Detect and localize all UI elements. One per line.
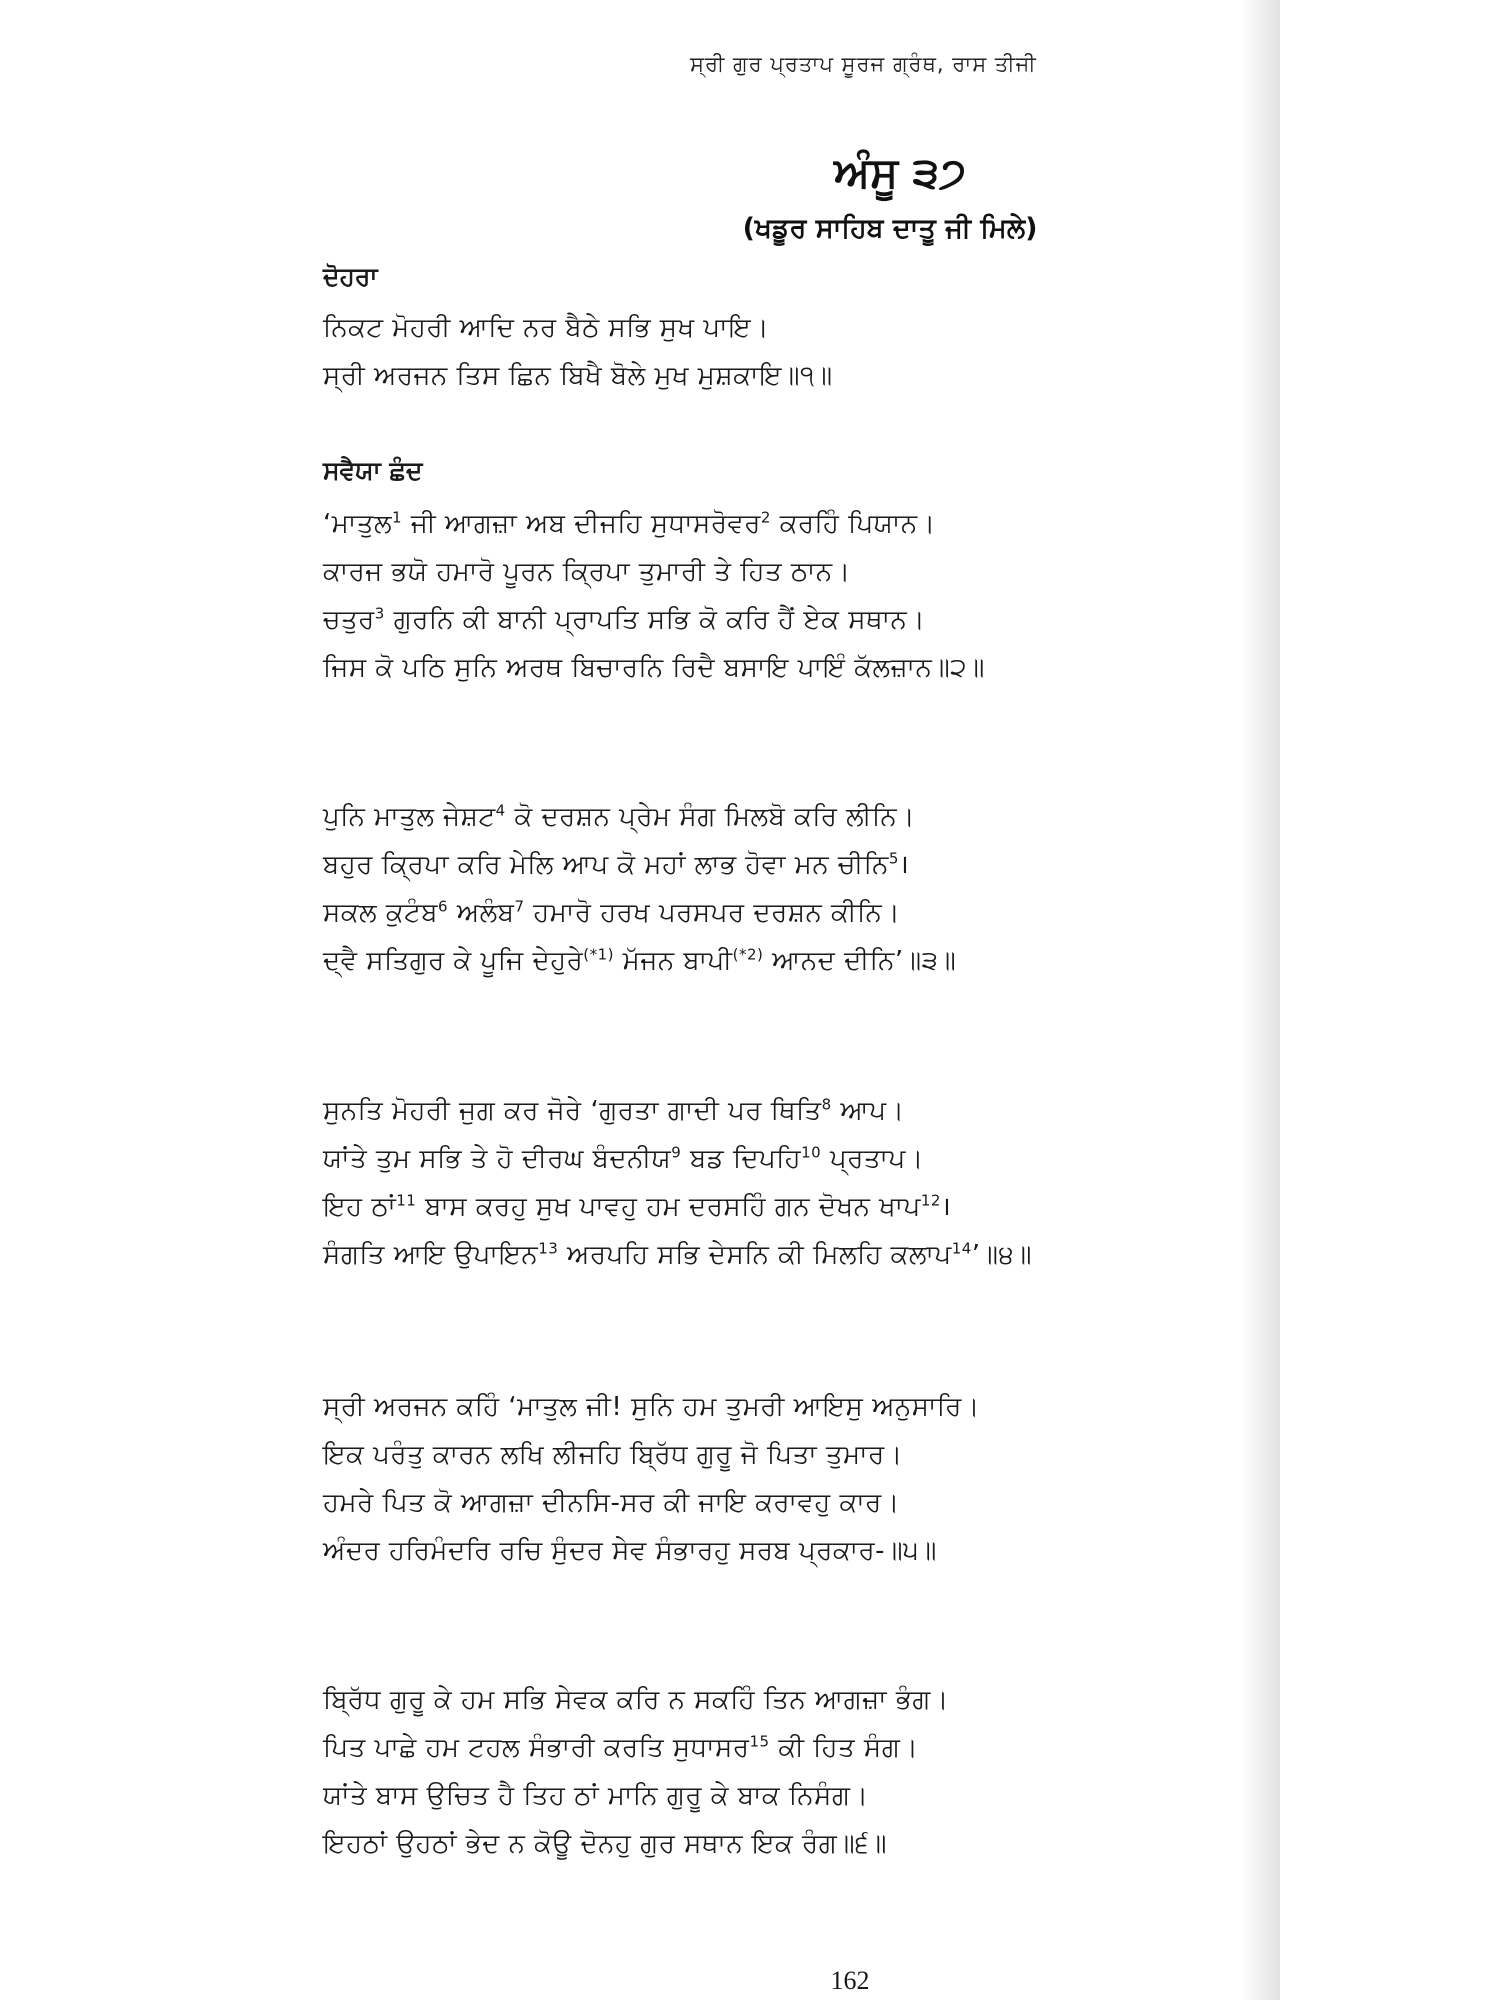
verse-text: ਹਮਰੇ ਪਿਤ ਕੋ ਆਗਜ਼ਾ ਦੀਨਸਿ-ਸਰ ਕੀ ਜਾਇ ਕਰਾਵਹੁ ਕਾਰ। xyxy=(323,1488,900,1518)
chapter-title: ਅੰਸੂ ੩੭ xyxy=(834,148,966,197)
verse-text: ਬਹੁਰ ਕ੍ਰਿਪਾ ਕਰਿ ਮੇਲਿ ਆਪ ਕੋ ਮਹਾਂ ਲਾਭ ਹੋਵਾ ਮਨ ਚੀਨਿ xyxy=(323,850,889,880)
footnote-marker: 11 xyxy=(396,1191,417,1210)
footnote-marker: 12 xyxy=(920,1191,941,1210)
verse-line xyxy=(323,1820,1253,1868)
verse-text: ਅਲੰਬ xyxy=(448,898,515,928)
verse-line xyxy=(323,793,1253,841)
stanza-2 xyxy=(323,793,1253,985)
verse-line xyxy=(323,1183,1253,1231)
verse-text: ਇਹ ਠਾਂ xyxy=(323,1192,397,1222)
page-number: 162 xyxy=(830,1966,870,1995)
verse-line xyxy=(323,1135,1253,1183)
stanza-3 xyxy=(323,1087,1253,1279)
footnote-marker: 8 xyxy=(821,1095,832,1114)
verse-text: ਕੋ ਦਰਸ਼ਨ ਪ੍ਰੇਮ ਸੰਗ ਮਿਲਬੋ ਕਰਿ ਲੀਨਿ। xyxy=(505,802,916,832)
verse-text: ਪ੍ਰਤਾਪ। xyxy=(821,1144,924,1174)
verse-text: ਜੀ ਆਗਜ਼ਾ ਅਬ ਦੀਜਹਿ ਸੁਧਾਸਰੋਵਰ xyxy=(402,509,761,539)
dohra-line: ਸ੍ਰੀ ਅਰਜਨ ਤਿਸ ਛਿਨ ਬਿਖੈ ਬੋਲੇ ਮੁਖ ਮੁਸ਼ਕਾਇ॥੧॥ xyxy=(323,361,833,391)
savaiya-heading-block xyxy=(323,456,1253,498)
running-header: ਸ੍ਰੀ ਗੁਰ ਪ੍ਰਤਾਪ ਸੂਰਜ ਗ੍ਰੰਥ, ਰਾਸ ਤੀਜੀ xyxy=(690,52,1037,76)
footnote-marker: 7 xyxy=(514,897,525,916)
verse-line xyxy=(323,1527,1253,1575)
footnote-marker: 6 xyxy=(438,897,449,916)
verse-text: ਸਕਲ ਕੁਟੰਬ xyxy=(323,898,439,928)
footnote-marker: 10 xyxy=(801,1143,822,1162)
verse-text: ਅੰਦਰ ਹਰਿਮੰਦਰਿ ਰਚਿ ਸੁੰਦਰ ਸੇਵ ਸੰਭਾਰਹੁ ਸਰਬ ਪ੍ਰਕਾਰ-॥੫॥ xyxy=(323,1536,937,1566)
verse-text: ਆਪ। xyxy=(831,1096,905,1126)
verse-text: ਯਾਂਤੇ ਤੁਮ ਸਭਿ ਤੇ ਹੋ ਦੀਰਘ ਬੰਦਨੀਯ xyxy=(323,1144,672,1174)
dohra-heading: ਦੋਹਰਾ xyxy=(323,262,378,291)
verse-text: ਆਨਦ ਦੀਨਿ’॥੩॥ xyxy=(763,946,957,976)
dohra-section xyxy=(323,262,1253,400)
verse-line xyxy=(323,548,1253,596)
verse-line xyxy=(323,1431,1253,1479)
verse-text: ਸੰਗਤਿ ਆਇ ਉਪਾਇਨ xyxy=(323,1240,539,1270)
verse-text: ‘ਮਾਤੁਲ xyxy=(323,509,393,539)
verse-line xyxy=(323,889,1253,937)
verse-text: ਹਮਾਰੋ ਹਰਖ ਪਰਸਪਰ ਦਰਸ਼ਨ ਕੀਨਿ। xyxy=(524,898,901,928)
verse-text: ਕਰਹਿੰ ਪਿਯਾਨ। xyxy=(770,509,936,539)
verse-text: ਬ੍ਰਿੱਧ ਗੁਰੂ ਕੇ ਹਮ ਸਭਿ ਸੇਵਕ ਕਰਿ ਨ ਸਕਹਿੰ ਤਿਨ ਆਗਜ਼ਾ ਭੰਗ। xyxy=(323,1685,949,1715)
savaiya-heading: ਸਵੈਯਾ ਛੰਦ xyxy=(323,456,423,485)
verse-text: ’॥੪॥ xyxy=(971,1240,1033,1270)
footnote-marker: 1 xyxy=(392,508,403,527)
verse-text: ਬਾਸ ਕਰਹੁ ਸੁਖ ਪਾਵਹੁ ਹਮ ਦਰਸਹਿੰ ਗਨ ਦੋਖਨ ਖਾਪ xyxy=(416,1192,921,1222)
verse-line xyxy=(323,937,1253,985)
footnote-marker: 5 xyxy=(888,849,899,868)
footnote-marker: 2 xyxy=(760,508,771,527)
verse-text: ਦ੍ਵੈ ਸਤਿਗੁਰ ਕੇ ਪੂਜਿ ਦੇਹੁਰੇ xyxy=(323,946,584,976)
verse-text: ਜਿਸ ਕੋ ਪਠਿ ਸੁਨਿ ਅਰਥ ਬਿਚਾਰਨਿ ਰਿਦੈ ਬਸਾਇ ਪਾਇੰ ਕੱਲਜ਼ਾਨ॥੨॥ xyxy=(323,653,985,683)
verse-text: ਅਰਪਹਿ ਸਭਿ ਦੇਸਨਿ ਕੀ ਮਿਲਹਿ ਕਲਾਪ xyxy=(558,1240,952,1270)
verse-line xyxy=(323,1479,1253,1527)
verse-text: ਬਡ ਦਿਪਹਿ xyxy=(681,1144,802,1174)
footnote-marker: 3 xyxy=(374,604,385,623)
verse-line xyxy=(323,596,1253,644)
verse-line xyxy=(323,1676,1253,1724)
footnote-marker: 15 xyxy=(749,1732,770,1751)
verse-text: ਕਾਰਜ ਭਯੋ ਹਮਾਰੋ ਪੂਰਨ ਕ੍ਰਿਪਾ ਤੁਮਾਰੀ ਤੇ ਹਿਤ ਠਾਨ। xyxy=(323,557,851,587)
verse-text: । xyxy=(898,850,910,880)
chapter-subtitle: (ਖਡੂਰ ਸਾਹਿਬ ਦਾਤੂ ਜੀ ਮਿਲੇ) xyxy=(742,213,1038,244)
verse-line xyxy=(323,1724,1253,1772)
footnote-marker: 4 xyxy=(495,801,506,820)
verse-text: ਇਕ ਪਰੰਤੁ ਕਾਰਨ ਲਖਿ ਲੀਜਹਿ ਬ੍ਰਿੱਧ ਗੁਰੂ ਜੋ ਪਿਤਾ ਤੁਮਾਰ। xyxy=(323,1440,903,1470)
footnote-marker: 14 xyxy=(951,1239,972,1258)
stanza-4 xyxy=(323,1383,1253,1575)
verse-line xyxy=(323,1087,1253,1135)
verse-text: । xyxy=(940,1192,952,1222)
footnote-marker: (*2) xyxy=(732,945,764,964)
verse-line xyxy=(323,1231,1253,1279)
verse-text: ਚਤੁਰ xyxy=(323,605,375,635)
stanza-1 xyxy=(323,500,1253,692)
footnote-marker: (*1) xyxy=(583,945,614,964)
stanza-5 xyxy=(323,1676,1253,1868)
verse-line xyxy=(323,1383,1253,1431)
verse-text: ਇਹਠਾਂ ਉਹਠਾਂ ਭੇਦ ਨ ਕੋਊ ਦੋਨਹੁ ਗੁਰ ਸਥਾਨ ਇਕ ਰੰਗ॥੬॥ xyxy=(323,1829,887,1859)
verse-line xyxy=(323,644,1253,692)
verse-text: ਗੁਰਨਿ ਕੀ ਬਾਨੀ ਪ੍ਰਾਪਤਿ ਸਭਿ ਕੋ ਕਰਿ ਹੈਂ ਏਕ ਸਥਾਨ। xyxy=(384,605,926,635)
verse-text: ਮੱਜਨ ਬਾਪੀ xyxy=(614,946,733,976)
dohra-line: ਨਿਕਟ ਮੋਹਰੀ ਆਦਿ ਨਰ ਬੈਠੇ ਸਭਿ ਸੁਖ ਪਾਇ। xyxy=(323,313,770,343)
verse-text: ਯਾਂਤੇ ਬਾਸ ਉਚਿਤ ਹੈ ਤਿਹ ਠਾਂ ਮਾਨਿ ਗੁਰੂ ਕੇ ਬਾਕ ਨਿਸੰਗ। xyxy=(323,1781,869,1811)
verse-text: ਪਿਤ ਪਾਛੇ ਹਮ ਟਹਲ ਸੰਭਾਰੀ ਕਰਤਿ ਸੁਧਾਸਰ xyxy=(323,1733,750,1763)
verse-line xyxy=(323,1772,1253,1820)
verse-text: ਕੀ ਹਿਤ ਸੰਗ। xyxy=(769,1733,919,1763)
verse-text: ਸ੍ਰੀ ਅਰਜਨ ਕਹਿੰ ‘ਮਾਤੁਲ ਜੀ! ਸੁਨਿ ਹਮ ਤੁਮਰੀ ਆਇਸੁ ਅਨੁਸਾਰਿ। xyxy=(323,1392,980,1422)
verse-text: ਸੁਨਤਿ ਮੋਹਰੀ ਜੁਗ ਕਰ ਜੋਰੇ ‘ਗੁਰਤਾ ਗਾਦੀ ਪਰ ਥਿਤਿ xyxy=(323,1096,822,1126)
footnote-marker: 9 xyxy=(671,1143,682,1162)
verse-line xyxy=(323,841,1253,889)
verse-line xyxy=(323,500,1253,548)
footnote-marker: 13 xyxy=(538,1239,559,1258)
verse-text: ਪੁਨਿ ਮਾਤੁਲ ਜੇਸ਼ਟ xyxy=(323,802,496,832)
